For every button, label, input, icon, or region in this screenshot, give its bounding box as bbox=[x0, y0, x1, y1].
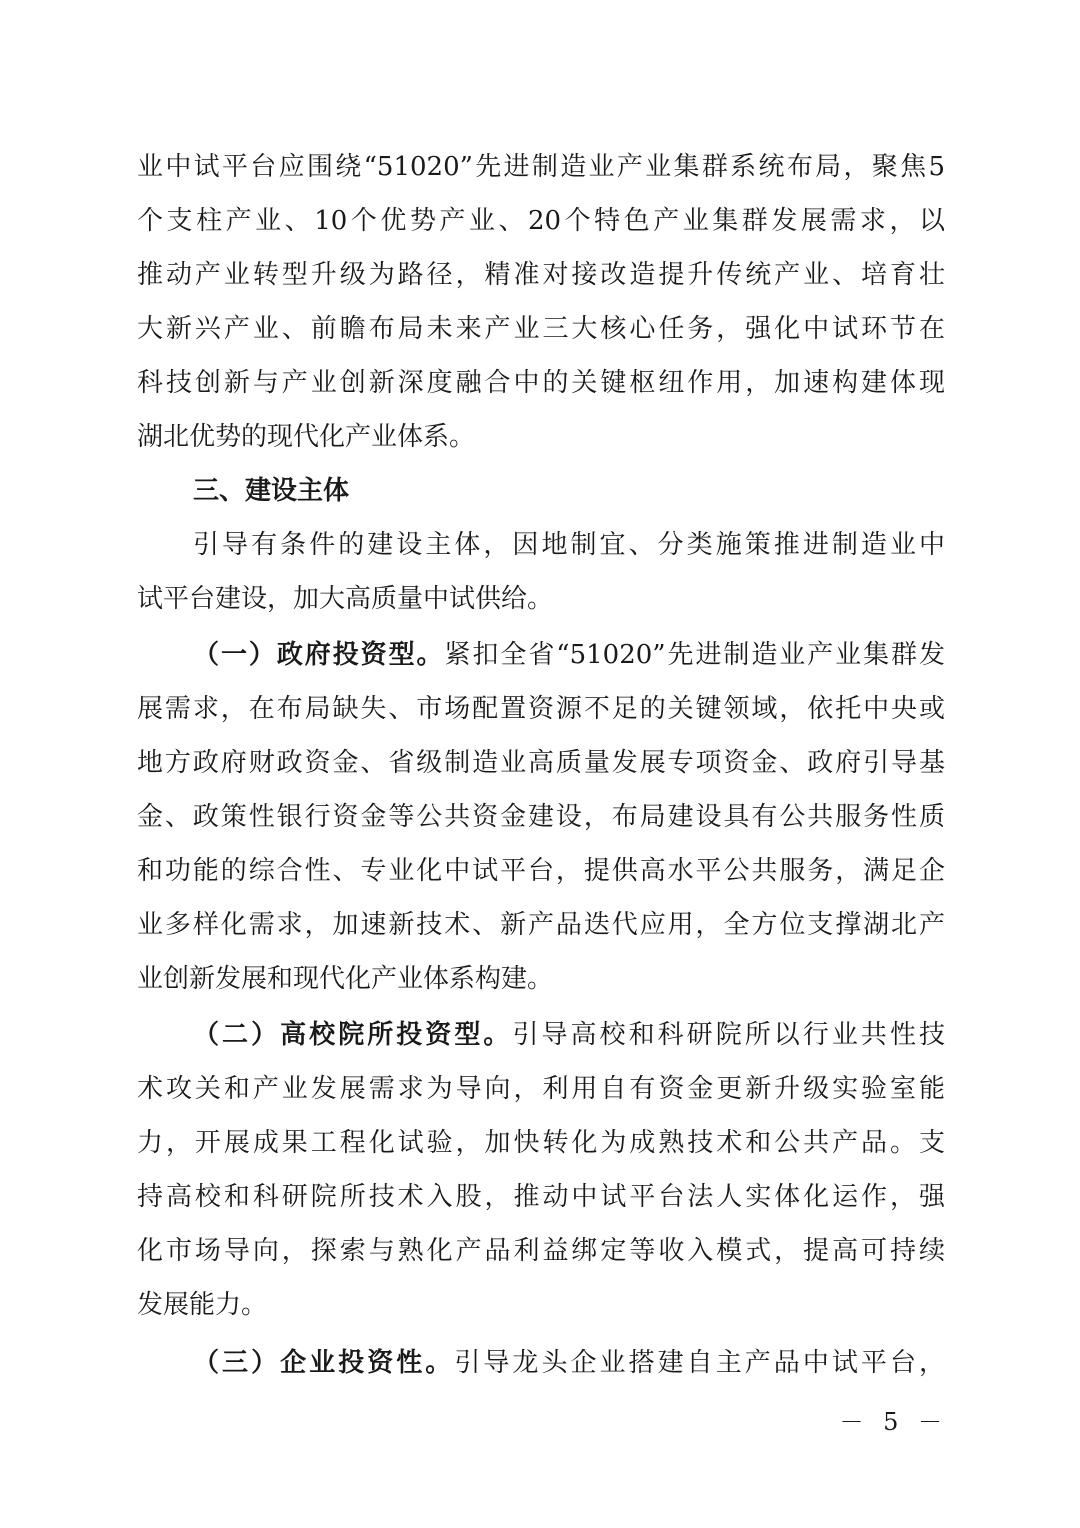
text-line bbox=[137, 628, 945, 682]
paragraph-4 bbox=[137, 1008, 945, 1332]
text-line: 业创新发展和现代化产业体系构建。 bbox=[137, 964, 554, 994]
text-line: 化市场导向，探索与熟化产品利益绑定等收入模式，提高可持续 bbox=[137, 1236, 945, 1266]
subsection-title: （三）企业投资性。 bbox=[193, 1348, 455, 1378]
text-line: 持高校和科研院所技术入股，推动中试平台法人实体化运作，强 bbox=[137, 1182, 945, 1212]
page-number: － 5 － bbox=[839, 1408, 948, 1436]
text-line: 引导有条件的建设主体，因地制宜、分类施策推进制造业中 bbox=[193, 530, 945, 560]
text-line: 试平台建设，加大高质量中试供给。 bbox=[137, 584, 554, 614]
text-line: 金、政策性银行资金等公共资金建设，布局建设具有公共服务性质 bbox=[137, 802, 945, 832]
text-line: 展需求，在布局缺失、市场配置资源不足的关键领域，依托中央或 bbox=[137, 694, 945, 724]
text-line: 地方政府财政资金、省级制造业高质量发展专项资金、政府引导基 bbox=[137, 748, 945, 778]
paragraph-2 bbox=[137, 518, 945, 626]
text-line: 力，开展成果工程化试验，加快转化为成熟技术和公共产品。支 bbox=[137, 1128, 945, 1158]
text-run: 引导高校和科研院所以行业共性技 bbox=[512, 1020, 945, 1050]
text-run: 引导龙头企业搭建自主产品中试平台， bbox=[454, 1348, 945, 1378]
paragraph-3 bbox=[137, 628, 945, 1006]
text-line: 推动产业转型升级为路径，精准对接改造提升传统产业、培育壮 bbox=[137, 260, 945, 290]
subsection-title: （二）高校院所投资型。 bbox=[193, 1020, 513, 1050]
text-line: 和功能的综合性、专业化中试平台，提供高水平公共服务，满足企 bbox=[137, 856, 945, 886]
text-line: 大新兴产业、前瞻布局未来产业三大核心任务，强化中试环节在 bbox=[137, 314, 945, 344]
text-run: 紧扣全省“51020”先进制造业产业集群发 bbox=[444, 640, 945, 670]
subsection-title: （一）政府投资型。 bbox=[193, 640, 445, 670]
section-heading bbox=[137, 464, 945, 518]
heading-text: 三、建设主体 bbox=[193, 476, 350, 506]
text-line: 个支柱产业、10个优势产业、20个特色产业集群发展需求，以 bbox=[137, 206, 945, 236]
paragraph-5 bbox=[137, 1336, 945, 1390]
text-line: 科技创新与产业创新深度融合中的关键枢纽作用，加速构建体现 bbox=[137, 368, 945, 398]
text-line bbox=[137, 1008, 945, 1062]
text-line: 发展能力。 bbox=[137, 1290, 268, 1320]
text-line bbox=[137, 1336, 945, 1390]
text-line: 术攻关和产业发展需求为导向，利用自有资金更新升级实验室能 bbox=[137, 1074, 945, 1104]
text-line: 业中试平台应围绕“51020”先进制造业产业集群系统布局，聚焦5 bbox=[137, 152, 945, 182]
text-line: 湖北优势的现代化产业体系。 bbox=[137, 422, 476, 452]
paragraph-1 bbox=[137, 140, 945, 464]
text-line: 业多样化需求，加速新技术、新产品迭代应用，全方位支撑湖北产 bbox=[137, 910, 945, 940]
